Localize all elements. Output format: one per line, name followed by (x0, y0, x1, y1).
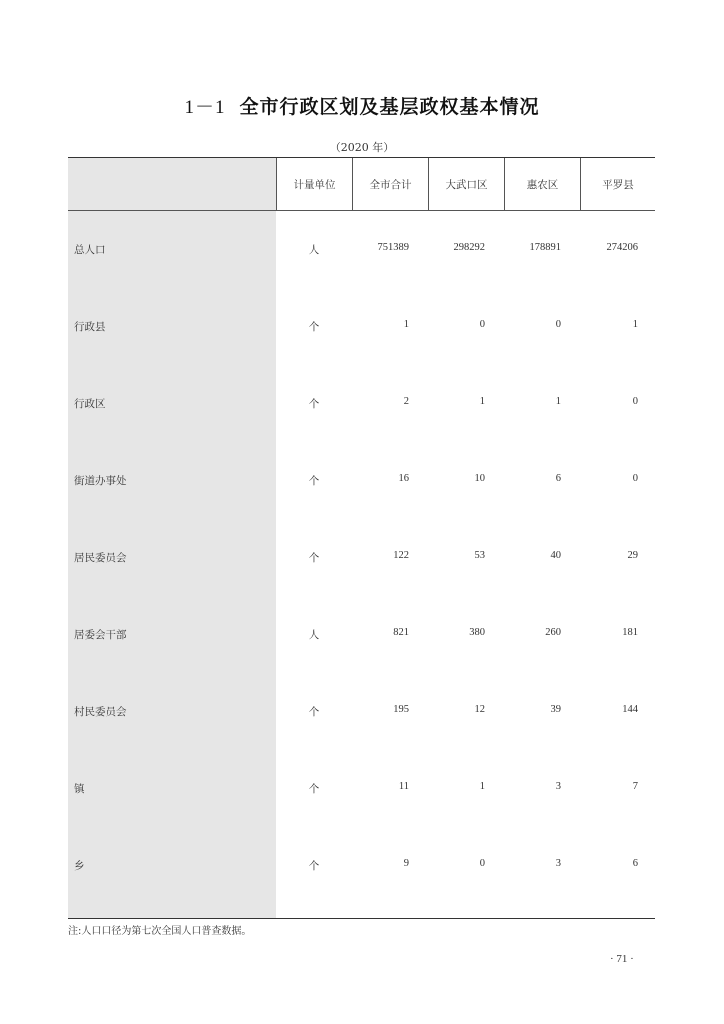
row-label: 街道办事处 (74, 475, 127, 487)
value-cell: 1 (403, 319, 409, 330)
value-cell: 0 (632, 396, 638, 407)
column-header-pingluo: 平罗县 (580, 158, 655, 210)
value-cell: 10 (474, 473, 485, 484)
table-row (68, 288, 655, 365)
table-number: 1－1 (184, 97, 226, 118)
value-cell: 260 (545, 627, 561, 638)
row-label: 村民委员会 (74, 706, 127, 718)
table-title: 全市行政区划及基层政权基本情况 (239, 96, 540, 118)
value-cell: 0 (479, 858, 485, 869)
value-cell: 1 (555, 396, 561, 407)
row-label: 行政县 (74, 321, 106, 333)
value-cell: 181 (622, 627, 638, 638)
value-cell: 6 (632, 858, 638, 869)
row-label: 居民委员会 (74, 552, 127, 564)
value-cell: 0 (632, 473, 638, 484)
unit-cell: 个 (308, 398, 320, 410)
value-cell: 1 (479, 781, 485, 792)
value-cell: 298292 (453, 242, 485, 253)
value-cell: 3 (555, 781, 561, 792)
value-cell: 29 (627, 550, 638, 561)
row-label: 居委会干部 (74, 629, 127, 641)
table-row (68, 365, 655, 442)
value-cell: 1 (479, 396, 485, 407)
value-cell: 380 (469, 627, 485, 638)
row-label: 行政区 (74, 398, 106, 410)
value-cell: 12 (474, 704, 485, 715)
value-cell: 9 (403, 858, 409, 869)
row-label: 镇 (74, 783, 85, 795)
statistics-table (68, 157, 655, 919)
value-cell: 6 (555, 473, 561, 484)
table-row (68, 211, 655, 288)
table-row (68, 442, 655, 519)
value-cell: 7 (632, 781, 638, 792)
unit-cell: 人 (308, 244, 320, 256)
value-cell: 144 (622, 704, 638, 715)
unit-cell: 个 (308, 321, 320, 333)
value-cell: 11 (398, 781, 409, 792)
table-row (68, 519, 655, 596)
unit-cell: 个 (308, 783, 320, 795)
unit-cell: 个 (308, 552, 320, 564)
value-cell: 53 (474, 550, 485, 561)
page-number: · 71 · (610, 953, 634, 965)
page-title (0, 92, 724, 119)
footnote: 注:人口口径为第七次全国人口普查数据。 (68, 926, 252, 937)
value-cell: 195 (393, 704, 409, 715)
value-cell: 751389 (377, 242, 409, 253)
table-row (68, 596, 655, 673)
value-cell: 0 (479, 319, 485, 330)
unit-cell: 个 (308, 860, 320, 872)
value-cell: 40 (550, 550, 561, 561)
value-cell: 821 (393, 627, 409, 638)
column-header-huinong: 惠农区 (504, 158, 580, 210)
value-cell: 16 (398, 473, 409, 484)
value-cell: 274206 (606, 242, 638, 253)
column-header-dawukou: 大武口区 (428, 158, 504, 210)
value-cell: 178891 (529, 242, 561, 253)
value-cell: 1 (632, 319, 638, 330)
column-header-city-total: 全市合计 (352, 158, 428, 210)
column-header-unit: 计量单位 (276, 158, 352, 210)
table-row (68, 827, 655, 904)
row-label: 乡 (74, 860, 85, 872)
row-label: 总人口 (74, 244, 106, 256)
value-cell: 3 (555, 858, 561, 869)
unit-cell: 个 (308, 706, 320, 718)
unit-cell: 个 (308, 475, 320, 487)
value-cell: 122 (393, 550, 409, 561)
year-label: （2020 年） (329, 141, 395, 154)
value-cell: 0 (555, 319, 561, 330)
value-cell: 2 (403, 396, 409, 407)
table-row (68, 750, 655, 827)
table-header (68, 158, 655, 211)
table-row (68, 673, 655, 750)
value-cell: 39 (550, 704, 561, 715)
unit-cell: 人 (308, 629, 320, 641)
